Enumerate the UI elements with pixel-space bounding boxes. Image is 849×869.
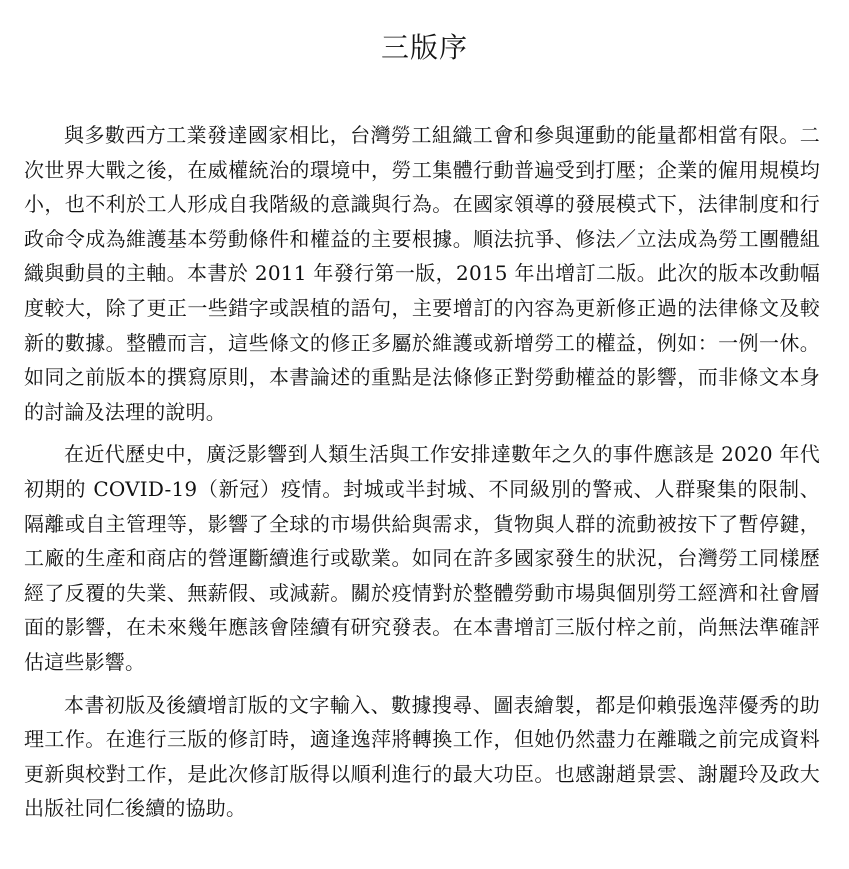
- preface-body: [24, 118, 820, 834]
- page-title: 三版序: [380, 31, 468, 64]
- paragraph-1: 與多數西方工業發達國家相比，台灣勞工組織工會和參與運動的能量都相當有限。二次世界大戰之後，在威權統治的環境中，勞工集體行動普遍受到打壓；企業的僱用規模均小，也不利於工人形成自我階級的意識與行為。在國家領導的發展模式下，法律制度和行政命令成為維護基本勞動條件和權益的主要根據。順法抗爭、修法／立法成為勞工團體組織與動員的主軸。本書於 2011 年發行第一版，2015 年出增訂二版。此次的版本改動幅度較大，除了更正一些錯字或誤植的語句，主要增訂的內容為更新修正過的法律條文及較新的數據。整體而言，這些條文的修正多屬於維護或新增勞工的權益，例如：一例一休。如同之前版本的撰寫原則，本書論述的重點是法條修正對勞動權益的影響，而非條文本身的討論及法理的說明。: [24, 123, 820, 424]
- paragraph-3: 本書初版及後續增訂版的文字輸入、數據搜尋、圖表繪製，都是仰賴張逸萍優秀的助理工作。在進行三版的修訂時，適逢逸萍將轉換工作，但她仍然盡力在離職之前完成資料更新與校對工作，是此次修訂版得以順利進行的最大功臣。也感謝趙景雲、謝麗玲及政大出版社同仁後續的協助。: [24, 692, 820, 821]
- paragraph-2: 在近代歷史中，廣泛影響到人類生活與工作安排達數年之久的事件應該是 2020 年代初期的 COVID-19（新冠）疫情。封城或半封城、不同級別的警戒、人群聚集的限制、隔離或自主管理等，影響了全球的市場供給與需求，貨物與人群的流動被按下了暫停鍵，工廠的生產和商店的營運斷續進行或歇業。如同在許多國家發生的狀況，台灣勞工同樣歷經了反覆的失業、無薪假、或減薪。關於疫情對於整體勞動市場與個別勞工經濟和社會層面的影響，在未來幾年應該會陸續有研究發表。在本書增訂三版付梓之前，尚無法準確評估這些影響。: [24, 442, 820, 674]
